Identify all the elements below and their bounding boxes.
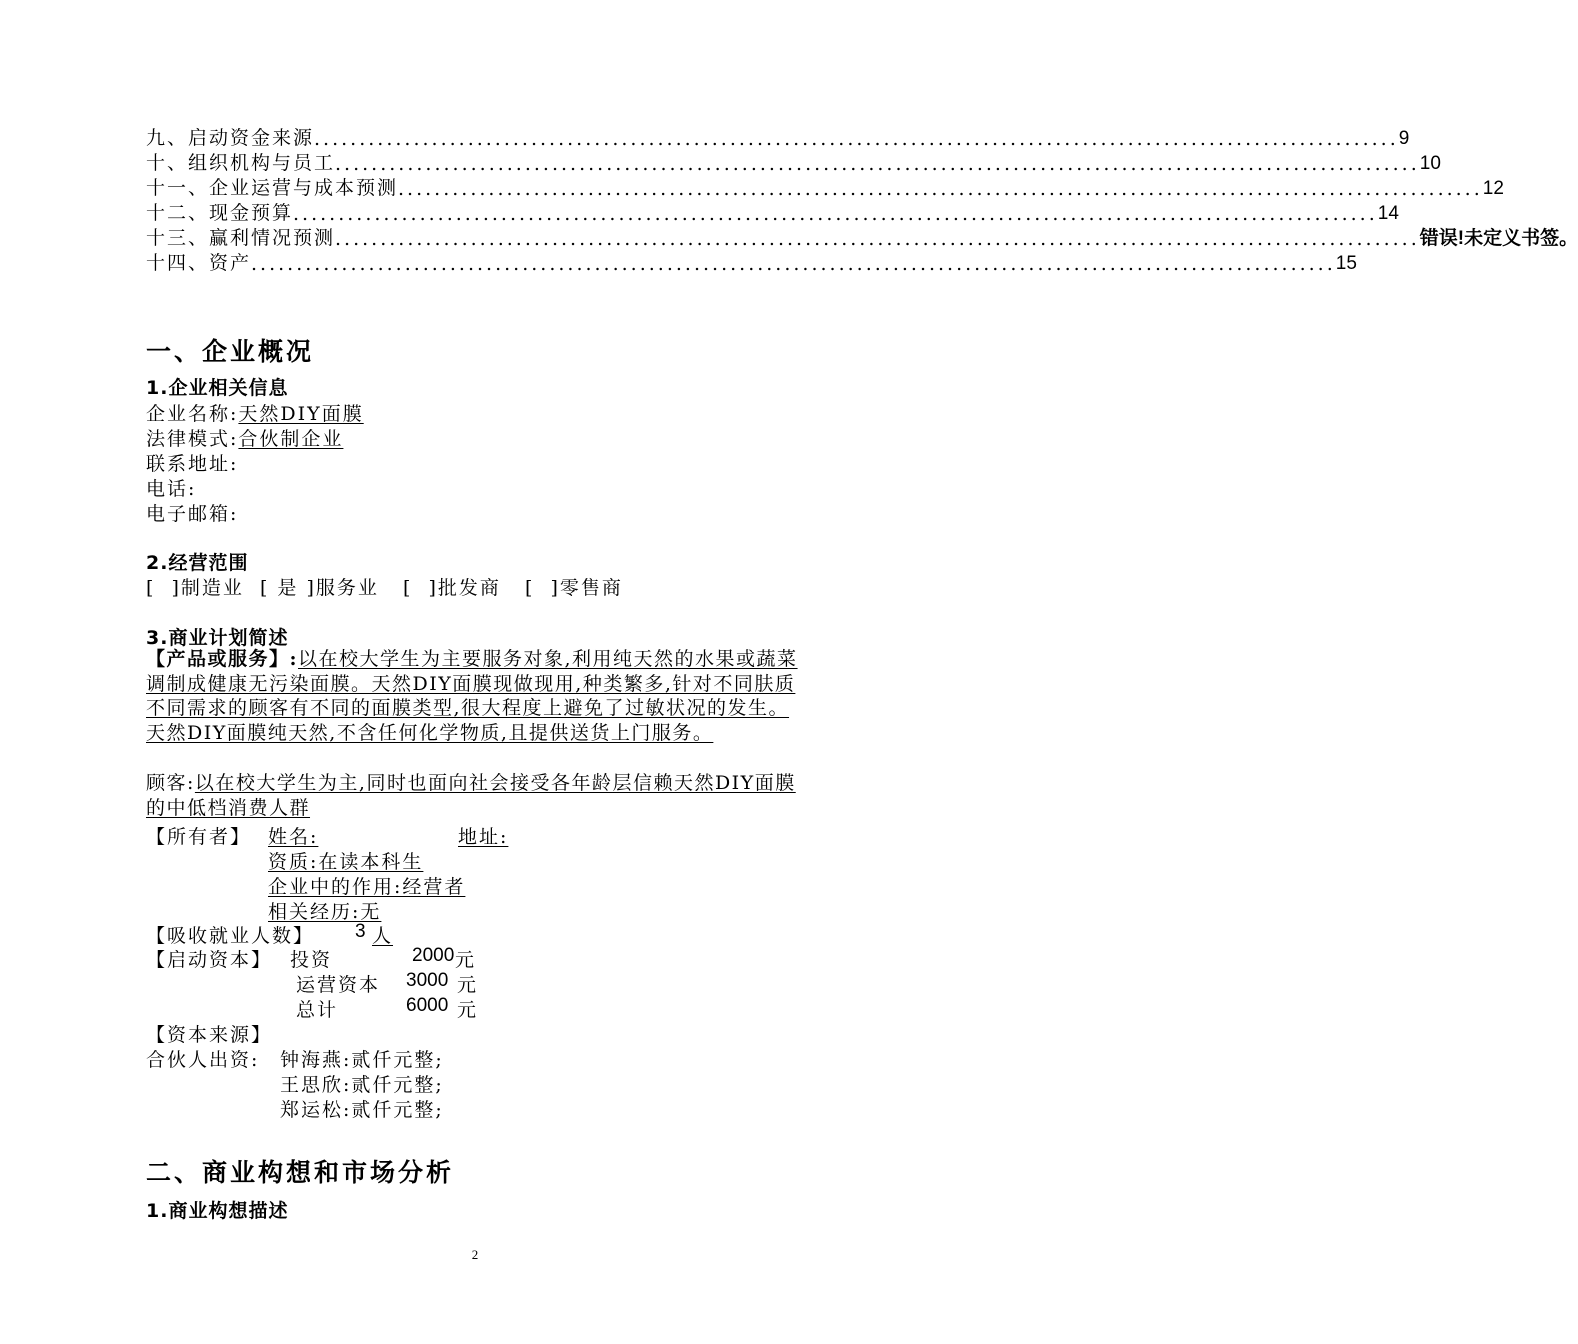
- toc-title: 十三、赢利情况预测: [146, 227, 336, 249]
- product-text: 以在校大学生为主要服务对象,利用纯天然的水果或蔬菜调制成健康无污染面膜。天然DIY面膜现做现用,种类繁多,针对不同肤质不同需求的顾客有不同的面膜类型,很大程度上避免了过敏状况的发生。天然DIY面膜纯天然,不含任何化学物质,且提供送货上门服务。: [146, 648, 798, 744]
- owner-qualification: 资质:在读本科生: [268, 851, 424, 873]
- email-label: 电子邮箱:: [146, 503, 239, 525]
- total-label: 总计: [296, 999, 339, 1021]
- toc-page: 12: [1482, 178, 1504, 199]
- yuan-unit: 元: [457, 999, 479, 1021]
- subsection-heading: 1.企业相关信息: [146, 377, 289, 399]
- field-value: 天然DIY面膜: [238, 403, 364, 425]
- invest-label: 投资: [290, 949, 333, 971]
- yuan-unit: 元: [457, 974, 479, 996]
- partner-row: 王思欣:贰仟元整;: [280, 1074, 444, 1096]
- phone-label: 电话:: [146, 478, 197, 500]
- partner-label: 合伙人出资:: [146, 1049, 260, 1071]
- employment-label: 【吸收就业人数】: [146, 925, 315, 947]
- partner-name: 郑运松: [280, 1099, 344, 1121]
- toc-title: 十二、现金预算: [146, 202, 294, 224]
- business-scope: [ ]制造业 [ 是 ]服务业 [ ]批发商 [ ]零售商: [146, 577, 623, 599]
- section-heading: 一、企业概况: [146, 337, 315, 366]
- toc-title: 十、组织机构与员工: [146, 152, 336, 174]
- partner-row: 郑运松:贰仟元整;: [280, 1099, 444, 1121]
- partner-amount: 贰仟元整;: [351, 1099, 444, 1121]
- toc-entry[interactable]: [146, 250, 1357, 275]
- toc-title: 十四、资产: [146, 252, 252, 274]
- yuan-unit: 元: [455, 949, 477, 971]
- customer-text: 以在校大学生为主,同时也面向社会接受各年龄层信赖天然DIY面膜的中低档消费人群: [146, 772, 796, 819]
- toc-leader: ........................................................................................................................: [293, 203, 1378, 225]
- partner-name: 王思欣: [280, 1074, 344, 1096]
- operating-capital-label: 运营资本: [296, 974, 381, 996]
- invest-value: 2000: [412, 945, 455, 966]
- legal-form-row: [146, 424, 343, 451]
- toc-page: 9: [1398, 128, 1410, 149]
- partner-name: 钟海燕: [280, 1049, 344, 1071]
- toc-page: 15: [1335, 253, 1357, 274]
- employment-count: 3: [355, 921, 366, 942]
- toc-entry[interactable]: [146, 175, 1504, 200]
- owner-role: 企业中的作用:经营者: [268, 876, 466, 898]
- toc-leader: ........................................................................................................................: [251, 253, 1336, 275]
- product-paragraph: [146, 647, 808, 745]
- employment-unit: 人: [372, 925, 394, 947]
- owner-experience: 相关经历:无: [268, 901, 382, 923]
- customer-paragraph: [146, 771, 808, 820]
- subsection-heading: 2.经营范围: [146, 552, 249, 574]
- capital-source-label: 【资本来源】: [146, 1024, 273, 1046]
- toc-entry[interactable]: [146, 150, 1441, 175]
- customer-label: 顾客:: [146, 772, 195, 794]
- total-value: 6000: [406, 995, 449, 1016]
- partner-amount: 贰仟元整;: [351, 1049, 444, 1071]
- field-value: 合伙制企业: [238, 428, 344, 450]
- toc-entry[interactable]: [146, 225, 1578, 250]
- partner-amount: 贰仟元整;: [351, 1074, 444, 1096]
- toc-title: 十一、企业运营与成本预测: [146, 177, 399, 199]
- page-number: 2: [471, 1247, 479, 1262]
- company-name-row: [146, 399, 364, 426]
- toc-page: 10: [1419, 153, 1441, 174]
- toc-leader: ........................................................................................................................: [314, 128, 1399, 150]
- toc-leader: ........................................................................................................................: [335, 153, 1420, 175]
- toc-leader: ........................................................................................................................: [335, 228, 1420, 250]
- capital-label: 【启动资本】: [146, 949, 273, 971]
- address-label: 联系地址:: [146, 453, 239, 475]
- toc-entry[interactable]: [146, 200, 1399, 225]
- toc-entry[interactable]: [146, 125, 1410, 150]
- subsection-heading: 1.商业构想描述: [146, 1200, 289, 1222]
- product-label: 【产品或服务】:: [146, 648, 299, 670]
- toc-title: 九、启动资金来源: [146, 127, 315, 149]
- subsection-heading: 3.商业计划简述: [146, 627, 289, 649]
- operating-capital-value: 3000: [406, 970, 449, 991]
- toc-error: 错误!未定义书签。: [1419, 228, 1578, 249]
- owner-name: 姓名:: [268, 826, 319, 848]
- field-label: 法律模式:: [146, 428, 239, 450]
- owner-label: 【所有者】: [146, 826, 252, 848]
- field-label: 企业名称:: [146, 403, 239, 425]
- toc-leader: ........................................................................................................................: [398, 178, 1483, 200]
- partner-row: 钟海燕:贰仟元整;: [280, 1049, 444, 1071]
- section-heading: 二、商业构想和市场分析: [146, 1158, 455, 1187]
- toc-page: 14: [1377, 203, 1399, 224]
- owner-address: 地址:: [458, 826, 509, 848]
